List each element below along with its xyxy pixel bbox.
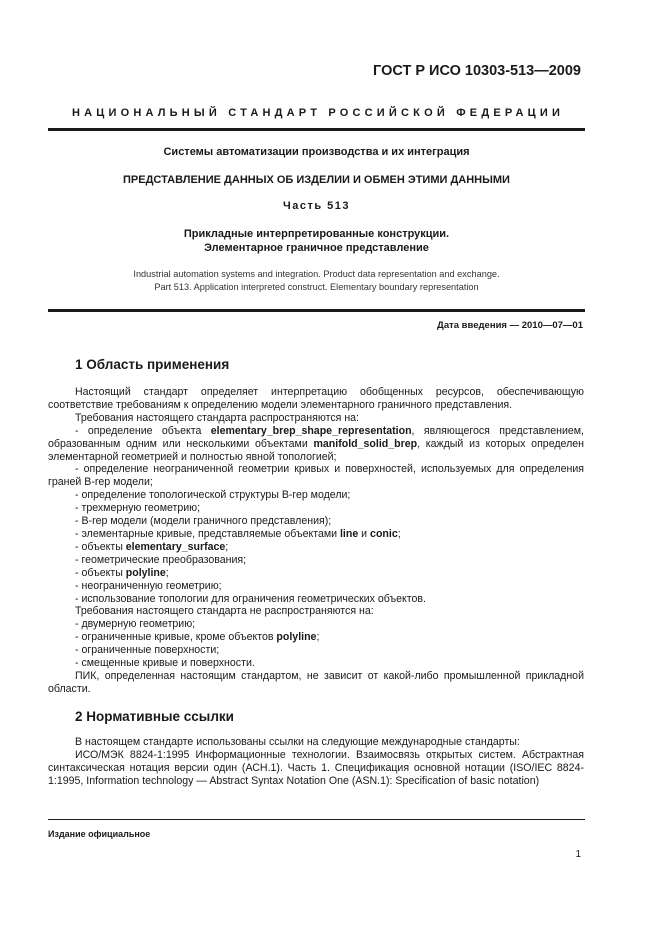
- list-item: - объекты polyline;: [75, 566, 169, 579]
- header-rule: [48, 128, 585, 131]
- section-2-body: [48, 736, 584, 788]
- list-item: - определение топологической структуры B-rep модели;: [75, 489, 351, 502]
- subtitle-line-1: Прикладные интерпретированные конструкции.: [183, 228, 450, 240]
- effective-date: Дата введения — 2010—07—01: [437, 320, 583, 331]
- paragraph: ПИК, определенная настоящим стандартом, не зависит от какой-либо промышленной прикладной области.: [48, 669, 584, 695]
- english-title-line-1: Industrial automation systems and integration. Product data representation and exchange.: [133, 269, 500, 279]
- section-1-heading: 1 Область применения: [75, 357, 230, 372]
- document-number: ГОСТ Р ИСО 10303-513—2009: [373, 63, 581, 79]
- standard-banner: НАЦИОНАЛЬНЫЙ СТАНДАРТ РОССИЙСКОЙ ФЕДЕРАЦИИ: [71, 107, 565, 119]
- footer-rule: [48, 819, 585, 820]
- english-title-line-2: Part 513. Application interpreted construct. Elementary boundary representation: [154, 282, 479, 292]
- list-item: - использование топологии для ограничения геометрических объектов.: [75, 592, 426, 605]
- list-item: - ограниченные поверхности;: [75, 644, 220, 657]
- paragraph: В настоящем стандарте использованы ссылки на следующие международные стандарты:: [75, 736, 520, 748]
- title-series: Системы автоматизации производства и их интеграция: [163, 146, 470, 158]
- title-part: Часть 513: [282, 200, 351, 212]
- list-item: - ограниченные кривые, кроме объектов polyline;: [75, 631, 320, 644]
- reference-entry: ИСО/МЭК 8824-1:1995 Информационные технологии. Взаимосвязь открытых систем. Абстрактная синтаксическая нотация версии один (АСН.1). Часть 1. Спецификация основной нотации (ISO/IEC 8824-1:1995, Information technology — Abstract Syntax Notation One (ASN.1): Specification of basic notation): [48, 748, 584, 787]
- list-item: - B-rep модели (модели граничного представления);: [75, 515, 332, 528]
- list-item: - определение объекта elementary_brep_shape_representation, являющегося представлением, образованным одним или несколькими объектами manifold_solid_brep, каждый из которых определен элементарной геометрией и полностью явной топологией;: [48, 424, 585, 463]
- subtitle-line-2: Элементарное граничное представление: [204, 242, 429, 254]
- list-item: - элементарные кривые, представляемые объектами line и conic;: [75, 527, 401, 540]
- page-number: 1: [575, 849, 581, 860]
- paragraph: Требования настоящего стандарта распространяются на:: [75, 411, 360, 424]
- title-subtitle: [48, 227, 585, 255]
- paragraph: Требования настоящего стандарта не распространяются на:: [75, 605, 374, 618]
- list-item: - смещенные кривые и поверхности.: [75, 657, 255, 670]
- title-main: ПРЕДСТАВЛЕНИЕ ДАННЫХ ОБ ИЗДЕЛИИ И ОБМЕН ЭТИМИ ДАННЫМИ: [123, 174, 510, 186]
- list-item: - двумерную геометрию;: [75, 618, 196, 631]
- paragraph: Настоящий стандарт определяет интерпретацию обобщенных ресурсов, обеспечивающую соответствие требованиям к определению модели элементарного граничного представления.: [48, 386, 584, 411]
- section-1-body: [48, 386, 584, 696]
- list-item: - определение неограниченной геометрии кривых и поверхностей, используемых для определения граней B-rep модели;: [48, 463, 584, 489]
- section-2-heading: 2 Нормативные ссылки: [75, 709, 234, 724]
- edition-label: Издание официальное: [48, 829, 151, 839]
- english-title: [48, 268, 585, 294]
- list-item: - объекты elementary_surface;: [75, 540, 229, 553]
- list-item: - неограниченную геометрию;: [75, 579, 222, 592]
- list-item: - трехмерную геометрию;: [75, 502, 201, 515]
- list-item: - геометрические преобразования;: [75, 553, 247, 566]
- title-rule: [48, 309, 585, 312]
